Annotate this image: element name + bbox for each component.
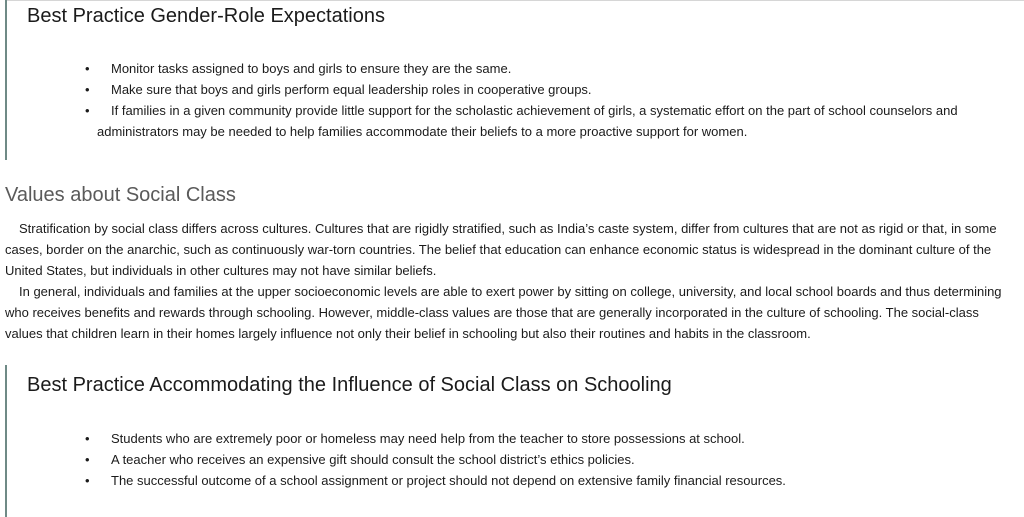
social-class-practice-list — [7, 428, 967, 491]
gender-practice-list — [7, 58, 967, 142]
best-practice-gender-box — [5, 0, 1017, 160]
best-practice-social-class-box — [5, 365, 1017, 517]
social-class-heading: Values about Social Class — [5, 184, 236, 206]
list-item: • The successful outcome of a school assignment or project should not depend on extensive family financial resources. — [7, 470, 967, 491]
list-item: • If families in a given community provide little support for the scholastic achievement of girls, a systematic effort on the part of school counselors and administrators may be needed to help families accommodate their beliefs to a more proactive support for women. — [7, 100, 967, 142]
list-item: • Make sure that boys and girls perform equal leadership roles in cooperative groups. — [7, 79, 967, 100]
social-class-box-title: Best Practice Accommodating the Influence of Social Class on Schooling — [27, 374, 672, 396]
gender-box-title: Best Practice Gender-Role Expectations — [27, 5, 385, 27]
list-item: • A teacher who receives an expensive gift should consult the school district’s ethics policies. — [7, 449, 967, 470]
body-paragraph: In general, individuals and families at the upper socioeconomic levels are able to exert power by sitting on college, university, and local school boards and thus determining who receives benefits and rewards through schooling. However, middle-class values are those that are generally incorporated in the culture of schooling. The social-class values that children learn in their homes largely influence not only their belief in schooling but also their routines and habits in the classroom. — [5, 284, 1002, 341]
body-paragraph: Stratification by social class differs across cultures. Cultures that are rigidly stratified, such as India’s caste system, differ from cultures that are not as rigid or that, in some cases, border on the anarchic, such as continuously war-torn countries. The belief that education can enhance economic status is widespread in the dominant culture of the United States, but individuals in other cultures may not have similar beliefs. — [5, 221, 997, 278]
social-class-body — [5, 218, 1011, 344]
list-item: • Students who are extremely poor or homeless may need help from the teacher to store possessions at school. — [7, 428, 967, 449]
list-item: • Monitor tasks assigned to boys and girls to ensure they are the same. — [7, 58, 967, 79]
